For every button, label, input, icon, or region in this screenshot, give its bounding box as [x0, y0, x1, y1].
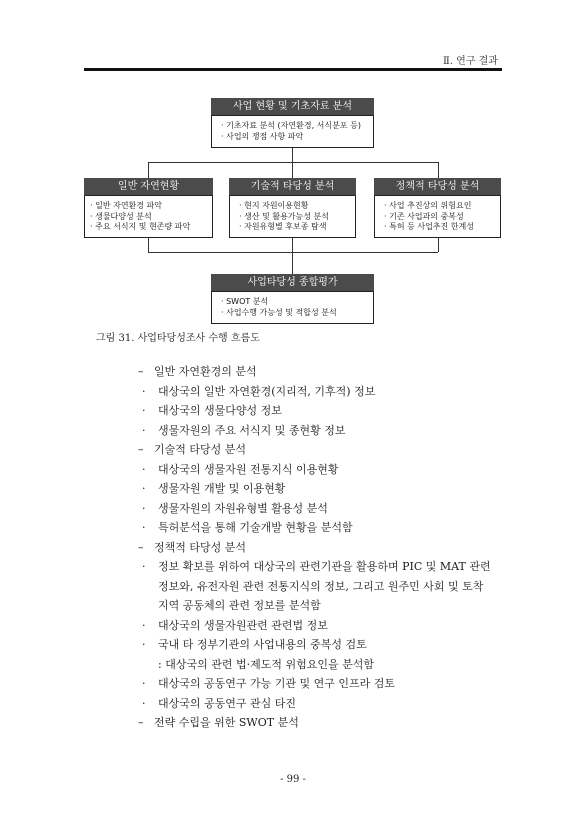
dash-bullet: –	[138, 443, 144, 456]
body-row	[132, 382, 522, 402]
dot-bullet: ·	[142, 423, 146, 437]
body-row	[132, 518, 522, 538]
body-row	[132, 460, 522, 480]
right-box-item: · 사업 추진상의 위험요인	[384, 201, 472, 210]
dot-bullet: ·	[142, 696, 146, 710]
dot-bullet: ·	[142, 384, 146, 398]
middle-box-item: · 자원유형별 후보종 탐색	[239, 222, 327, 231]
left-box-item: · 일반 자연환경 파악	[90, 201, 162, 210]
dot-bullet: ·	[142, 677, 146, 690]
body-row	[132, 694, 522, 714]
connector-right-bottom	[438, 238, 439, 252]
dot-bullet: ·	[142, 560, 146, 573]
body-row-text: 대상국의 생물자원관련 관련법 정보	[158, 618, 328, 632]
middle-box-item: · 생산 및 활용가능성 분석	[239, 211, 329, 221]
right-box-item: · 특허 등 사업추진 한계성	[384, 222, 474, 231]
connector-horizontal-bottom	[148, 252, 438, 253]
connector-top-down	[292, 148, 293, 162]
body-row-text: 대상국의 공동연구 관심 타진	[158, 696, 297, 710]
middle-box-title: 기술적 타당성 분석	[229, 178, 356, 195]
body-row-text: 대상국의 공동연구 가능 기관 및 연구 인프라 검토	[158, 677, 395, 690]
body-row	[132, 577, 522, 597]
bottom-box	[211, 291, 374, 324]
connector-middle-down	[292, 162, 293, 178]
body-row-text: 정책적 타당성 분석	[154, 540, 247, 554]
bottom-box-title: 사업타당성 종합평가	[211, 274, 374, 291]
body-row-text: 일반 자연환경의 분석	[154, 365, 257, 378]
body-row-text: 정보 확보를 위하여 대상국의 관련기관을 활용하며 PIC 및 MAT 관련	[158, 560, 491, 573]
connector-right-down	[438, 162, 439, 178]
body-row	[132, 635, 522, 655]
body-row-text: : 대상국의 관련 법·제도적 위험요인을 분석함	[158, 657, 374, 671]
connector-horizontal-top	[148, 162, 438, 163]
top-box-title: 사업 현황 및 기초자료 분석	[211, 98, 374, 115]
header-rule	[84, 68, 502, 71]
connector-left-bottom	[148, 238, 149, 252]
dot-bullet: ·	[142, 462, 146, 476]
body-row-text: 국내 타 정부기관의 사업내용의 중복성 검토	[158, 638, 367, 651]
dot-bullet: ·	[142, 482, 146, 495]
right-box-item: · 기존 사업과의 중복성	[384, 211, 464, 221]
dash-bullet: –	[138, 540, 144, 554]
body-row	[132, 440, 522, 460]
dot-bullet: ·	[142, 521, 146, 534]
right-box	[374, 195, 501, 238]
dot-bullet: ·	[142, 501, 146, 515]
body-row	[132, 362, 522, 382]
body-row	[132, 421, 522, 441]
body-row	[132, 401, 522, 421]
body-row	[132, 538, 522, 558]
body-row-text: 대상국의 일반 자연환경(지리적, 기후적) 정보	[158, 384, 376, 398]
body-row-text: 기술적 타당성 분석	[154, 443, 247, 456]
section-header: Ⅱ. 연구 결과	[443, 56, 498, 67]
body-row	[132, 655, 522, 675]
body-row	[132, 557, 522, 577]
dash-bullet: –	[138, 716, 144, 729]
body-row-text: 생물자원 개발 및 이용현황	[158, 482, 286, 495]
dot-bullet: ·	[142, 404, 146, 417]
connector-middle-bottom	[292, 238, 293, 274]
left-box-item: · 생물다양성 분석	[90, 211, 152, 221]
body-row-text: 생물자원의 주요 서식지 및 종현황 정보	[158, 423, 346, 437]
left-box-title: 일반 자연현황	[84, 178, 213, 195]
body-row	[132, 616, 522, 636]
body-list	[132, 362, 522, 733]
right-box-title: 정책적 타당성 분석	[374, 178, 501, 195]
body-row	[132, 713, 522, 733]
dot-bullet: ·	[142, 638, 146, 651]
body-row-text: 정보와, 유전자원 관련 전통지식의 정보, 그리고 원주민 사회 및 토착	[158, 579, 484, 593]
figure-caption: 그림 31. 사업타당성조사 수행 흐름도	[96, 333, 260, 344]
body-row	[132, 479, 522, 499]
middle-box	[229, 195, 356, 238]
dash-bullet: –	[138, 365, 144, 378]
body-row	[132, 499, 522, 519]
connector-left-down	[148, 162, 149, 178]
top-box-item: · 기초자료 분석 (자연환경, 서식분포 등)	[221, 121, 361, 130]
body-row	[132, 674, 522, 694]
body-row-text: 지역 공동체의 관련 정보를 분석함	[158, 599, 321, 612]
bottom-box-item: · SWOT 분석	[221, 297, 269, 306]
top-box	[211, 115, 374, 148]
body-row-text: 전략 수립을 위한 SWOT 분석	[154, 716, 299, 729]
body-row-text: 대상국의 생물다양성 정보	[158, 404, 282, 417]
bottom-box-item: · 사업수행 가능성 및 적합성 분석	[221, 307, 337, 317]
left-box-item: · 주요 서식지 및 현존량 파악	[90, 222, 191, 231]
dot-bullet: ·	[142, 618, 146, 632]
top-box-item: · 사업의 쟁점 사항 파악	[221, 131, 304, 141]
body-row-text: 특허분석을 통해 기술개발 현황을 분석함	[158, 521, 353, 534]
body-row-text: 대상국의 생물자원 전통지식 이용현황	[158, 462, 339, 476]
body-row	[132, 596, 522, 616]
left-box	[84, 195, 213, 238]
middle-box-item: · 현지 자원이용현황	[239, 201, 309, 210]
body-row-text: 생물자원의 자원유형별 활용성 분석	[158, 501, 328, 515]
page-number: - 99 -	[280, 774, 306, 785]
